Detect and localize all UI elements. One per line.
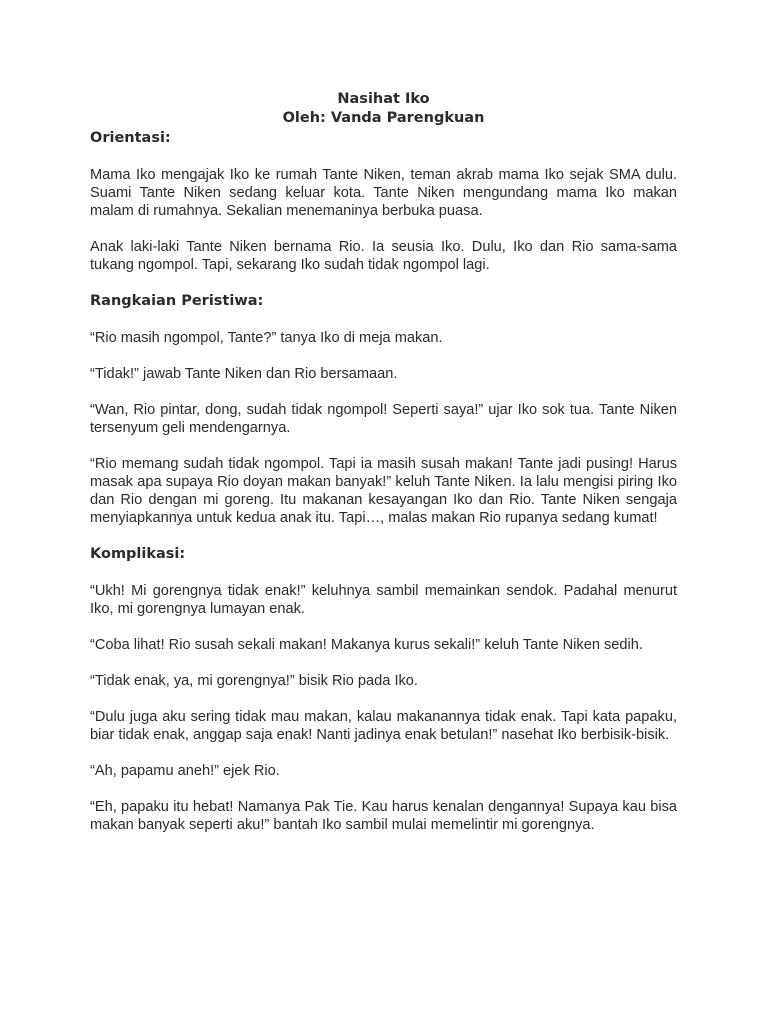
paragraph: “Ukh! Mi gorengnya tidak enak!” keluhnya sambil memainkan sendok. Padahal menurut Iko, mi gorengnya lumayan enak.: [90, 583, 677, 617]
document-title: Nasihat Iko: [337, 91, 430, 107]
paragraph: “Tidak!” jawab Tante Niken dan Rio bersamaan.: [90, 366, 398, 382]
section-heading-komplikasi: Komplikasi:: [90, 546, 186, 562]
paragraph: Anak laki-laki Tante Niken bernama Rio. Ia seusia Iko. Dulu, Iko dan Rio sama-sama tukang ngompol. Tapi, sekarang Iko sudah tidak ngompol lagi.: [90, 239, 677, 273]
paragraph: “Rio memang sudah tidak ngompol. Tapi ia masih susah makan! Tante jadi pusing! Harus masak apa supaya Rio doyan makan banyak!” keluh Tante Niken. Ia lalu mengisi piring Iko dan Rio dengan mi goreng. Itu makanan kesayangan Iko dan Rio. Tante Niken sengaja menyiapkannya untuk kedua anak itu. Tapi…, malas makan Rio rupanya sedang kumat!: [90, 456, 677, 526]
paragraph: “Tidak enak, ya, mi gorengnya!” bisik Rio pada Iko.: [90, 673, 418, 689]
section-heading-rangkaian-peristiwa: Rangkaian Peristiwa:: [90, 293, 264, 309]
paragraph: Mama Iko mengajak Iko ke rumah Tante Niken, teman akrab mama Iko sejak SMA dulu. Suami Tante Niken sedang keluar kota. Tante Niken mengundang mama Iko makan malam di rumahnya. Sekalian menemaninya berbuka puasa.: [90, 167, 677, 219]
title-block: [90, 90, 677, 128]
paragraph: “Dulu juga aku sering tidak mau makan, kalau makanannya tidak enak. Tapi kata papaku, biar tidak enak, anggap saja enak! Nanti jadinya enak betulan!” nasehat Iko berbisik-bisik.: [90, 709, 677, 743]
author-line: Oleh: Vanda Parengkuan: [282, 110, 485, 126]
paragraph: “Ah, papamu aneh!” ejek Rio.: [90, 763, 280, 779]
paragraph: “Rio masih ngompol, Tante?” tanya Iko di meja makan.: [90, 330, 443, 346]
document-page: [90, 90, 677, 834]
paragraph: “Wan, Rio pintar, dong, sudah tidak ngompol! Seperti saya!” ujar Iko sok tua. Tante Niken tersenyum geli mendengarnya.: [90, 402, 677, 436]
paragraph: “Eh, papaku itu hebat! Namanya Pak Tie. Kau harus kenalan dengannya! Supaya kau bisa makan banyak seperti aku!” bantah Iko sambil mulai memelintir mi gorengnya.: [90, 799, 677, 833]
section-heading-orientasi: Orientasi:: [90, 130, 171, 146]
paragraph: “Coba lihat! Rio susah sekali makan! Makanya kurus sekali!” keluh Tante Niken sedih.: [90, 637, 643, 653]
